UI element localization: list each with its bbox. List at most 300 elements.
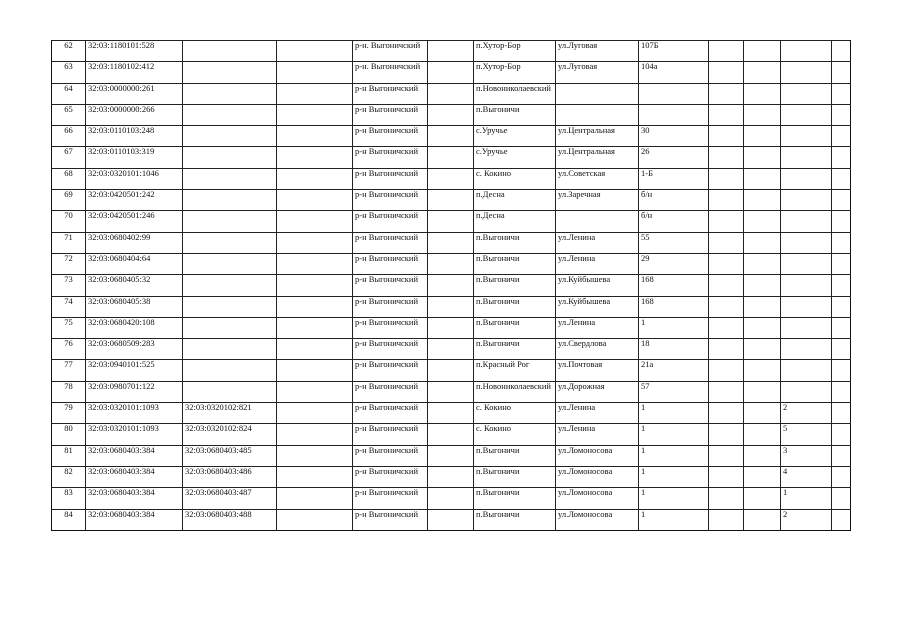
column-10-cell — [709, 296, 744, 317]
house-number-cell: 1 — [639, 509, 709, 530]
column-10-cell — [709, 445, 744, 466]
settlement-cell: п.Новониколаевский — [474, 381, 556, 402]
column-13-cell — [832, 147, 851, 168]
column-6-cell — [428, 190, 474, 211]
house-number-cell: 57 — [639, 381, 709, 402]
column-11-cell — [744, 317, 781, 338]
sub-cadastral-number-cell: 32:03:0320102:824 — [183, 424, 277, 445]
column-6-cell — [428, 296, 474, 317]
column-11-cell — [744, 190, 781, 211]
table-row — [52, 83, 851, 104]
column-10-cell — [709, 403, 744, 424]
house-number-cell: 30 — [639, 126, 709, 147]
table-row — [52, 104, 851, 125]
settlement-cell: п.Выгоничи — [474, 466, 556, 487]
column-11-cell — [744, 232, 781, 253]
house-number-cell: 107Б — [639, 41, 709, 62]
street-cell: ул.Луговая — [556, 41, 639, 62]
column-4-cell — [277, 104, 353, 125]
column-10-cell — [709, 317, 744, 338]
sub-cadastral-number-cell — [183, 62, 277, 83]
unit-number-cell — [781, 62, 832, 83]
street-cell: ул.Центральная — [556, 147, 639, 168]
district-cell: р-н Выгоничский — [353, 381, 428, 402]
row-number-cell: 70 — [52, 211, 86, 232]
settlement-cell: п.Выгоничи — [474, 104, 556, 125]
district-cell: р-н Выгоничский — [353, 360, 428, 381]
column-4-cell — [277, 168, 353, 189]
column-11-cell — [744, 211, 781, 232]
district-cell: р-н Выгоничский — [353, 126, 428, 147]
settlement-cell: с. Кокино — [474, 403, 556, 424]
cadastral-number-cell: 32:03:0680403:384 — [86, 466, 183, 487]
column-6-cell — [428, 168, 474, 189]
column-4-cell — [277, 190, 353, 211]
column-6-cell — [428, 147, 474, 168]
house-number-cell: 1 — [639, 466, 709, 487]
column-13-cell — [832, 126, 851, 147]
sub-cadastral-number-cell: 32:03:0680403:485 — [183, 445, 277, 466]
settlement-cell: п.Выгоничи — [474, 317, 556, 338]
column-10-cell — [709, 190, 744, 211]
settlement-cell: п.Выгоничи — [474, 275, 556, 296]
house-number-cell: 21а — [639, 360, 709, 381]
settlement-cell: п.Выгоничи — [474, 509, 556, 530]
row-number-cell: 72 — [52, 253, 86, 274]
unit-number-cell: 5 — [781, 424, 832, 445]
column-10-cell — [709, 168, 744, 189]
column-4-cell — [277, 296, 353, 317]
column-13-cell — [832, 466, 851, 487]
table-row — [52, 296, 851, 317]
column-6-cell — [428, 403, 474, 424]
row-number-cell: 62 — [52, 41, 86, 62]
settlement-cell: п.Новониколаевский — [474, 83, 556, 104]
house-number-cell: 29 — [639, 253, 709, 274]
unit-number-cell: 1 — [781, 488, 832, 509]
column-4-cell — [277, 403, 353, 424]
column-6-cell — [428, 445, 474, 466]
street-cell — [556, 83, 639, 104]
column-10-cell — [709, 424, 744, 445]
street-cell: ул.Ломоносова — [556, 445, 639, 466]
street-cell: ул.Ленина — [556, 253, 639, 274]
street-cell: ул.Центральная — [556, 126, 639, 147]
column-6-cell — [428, 381, 474, 402]
row-number-cell: 74 — [52, 296, 86, 317]
unit-number-cell — [781, 317, 832, 338]
row-number-cell: 71 — [52, 232, 86, 253]
street-cell: ул.Ломоносова — [556, 488, 639, 509]
settlement-cell: п.Красный Рог — [474, 360, 556, 381]
column-13-cell — [832, 104, 851, 125]
column-6-cell — [428, 466, 474, 487]
cadastral-number-cell: 32:03:0680405:32 — [86, 275, 183, 296]
street-cell — [556, 104, 639, 125]
unit-number-cell — [781, 168, 832, 189]
table-row — [52, 488, 851, 509]
column-4-cell — [277, 232, 353, 253]
column-4-cell — [277, 360, 353, 381]
house-number-cell: б/н — [639, 211, 709, 232]
street-cell: ул.Свердлова — [556, 339, 639, 360]
table-row — [52, 317, 851, 338]
column-6-cell — [428, 104, 474, 125]
house-number-cell: 55 — [639, 232, 709, 253]
column-6-cell — [428, 275, 474, 296]
column-11-cell — [744, 403, 781, 424]
table-row — [52, 147, 851, 168]
column-6-cell — [428, 488, 474, 509]
table-row — [52, 232, 851, 253]
row-number-cell: 64 — [52, 83, 86, 104]
column-13-cell — [832, 275, 851, 296]
column-11-cell — [744, 296, 781, 317]
settlement-cell: с. Кокино — [474, 168, 556, 189]
column-13-cell — [832, 296, 851, 317]
cadastral-number-cell: 32:03:0110103:319 — [86, 147, 183, 168]
column-11-cell — [744, 445, 781, 466]
sub-cadastral-number-cell — [183, 275, 277, 296]
table-row — [52, 403, 851, 424]
table-row — [52, 275, 851, 296]
sub-cadastral-number-cell — [183, 317, 277, 338]
district-cell: р-н Выгоничский — [353, 488, 428, 509]
row-number-cell: 83 — [52, 488, 86, 509]
row-number-cell: 63 — [52, 62, 86, 83]
street-cell: ул.Ломоносова — [556, 509, 639, 530]
cadastral-number-cell: 32:03:0680509:283 — [86, 339, 183, 360]
row-number-cell: 65 — [52, 104, 86, 125]
unit-number-cell — [781, 41, 832, 62]
sub-cadastral-number-cell — [183, 232, 277, 253]
house-number-cell: б/н — [639, 190, 709, 211]
house-number-cell — [639, 104, 709, 125]
table-row — [52, 41, 851, 62]
column-10-cell — [709, 41, 744, 62]
house-number-cell: 1 — [639, 424, 709, 445]
column-13-cell — [832, 339, 851, 360]
table-row — [52, 445, 851, 466]
column-10-cell — [709, 126, 744, 147]
street-cell: ул.Заречная — [556, 190, 639, 211]
settlement-cell: п.Выгоничи — [474, 339, 556, 360]
house-number-cell: 1 — [639, 403, 709, 424]
cadastral-number-cell: 32:03:0980701:122 — [86, 381, 183, 402]
column-13-cell — [832, 62, 851, 83]
settlement-cell: п.Хутор-Бор — [474, 41, 556, 62]
column-13-cell — [832, 190, 851, 211]
cadastral-number-cell: 32:03:0680402:99 — [86, 232, 183, 253]
settlement-cell: с. Кокино — [474, 424, 556, 445]
district-cell: р-н Выгоничский — [353, 253, 428, 274]
column-11-cell — [744, 275, 781, 296]
district-cell: р-н Выгоничский — [353, 104, 428, 125]
house-number-cell: 1 — [639, 488, 709, 509]
unit-number-cell — [781, 147, 832, 168]
column-11-cell — [744, 424, 781, 445]
column-13-cell — [832, 488, 851, 509]
street-cell: ул.Ломоносова — [556, 466, 639, 487]
table-row — [52, 509, 851, 530]
street-cell: ул.Ленина — [556, 424, 639, 445]
column-11-cell — [744, 381, 781, 402]
sub-cadastral-number-cell — [183, 126, 277, 147]
column-4-cell — [277, 317, 353, 338]
settlement-cell: п.Выгоничи — [474, 488, 556, 509]
column-13-cell — [832, 232, 851, 253]
column-13-cell — [832, 403, 851, 424]
row-number-cell: 68 — [52, 168, 86, 189]
unit-number-cell — [781, 381, 832, 402]
table-row — [52, 360, 851, 381]
sub-cadastral-number-cell — [183, 381, 277, 402]
street-cell: ул.Луговая — [556, 62, 639, 83]
house-number-cell: 18 — [639, 339, 709, 360]
column-4-cell — [277, 339, 353, 360]
column-11-cell — [744, 360, 781, 381]
sub-cadastral-number-cell: 32:03:0680403:488 — [183, 509, 277, 530]
table-row — [52, 381, 851, 402]
street-cell: ул.Советская — [556, 168, 639, 189]
sub-cadastral-number-cell — [183, 360, 277, 381]
street-cell: ул.Дорожная — [556, 381, 639, 402]
row-number-cell: 67 — [52, 147, 86, 168]
cadastral-number-cell: 32:03:0320101:1093 — [86, 403, 183, 424]
house-number-cell: 26 — [639, 147, 709, 168]
settlement-cell: п.Выгоничи — [474, 296, 556, 317]
row-number-cell: 75 — [52, 317, 86, 338]
unit-number-cell: 4 — [781, 466, 832, 487]
district-cell: р-н Выгоничский — [353, 275, 428, 296]
street-cell: ул.Ленина — [556, 317, 639, 338]
column-11-cell — [744, 488, 781, 509]
district-cell: р-н Выгоничский — [353, 466, 428, 487]
column-10-cell — [709, 360, 744, 381]
row-number-cell: 78 — [52, 381, 86, 402]
column-4-cell — [277, 488, 353, 509]
column-13-cell — [832, 317, 851, 338]
column-6-cell — [428, 424, 474, 445]
table-row — [52, 211, 851, 232]
column-11-cell — [744, 126, 781, 147]
district-cell: р-н Выгоничский — [353, 424, 428, 445]
table-row — [52, 168, 851, 189]
column-10-cell — [709, 83, 744, 104]
column-11-cell — [744, 466, 781, 487]
district-cell: р-н Выгоничский — [353, 168, 428, 189]
unit-number-cell — [781, 232, 832, 253]
column-6-cell — [428, 41, 474, 62]
sub-cadastral-number-cell — [183, 41, 277, 62]
column-4-cell — [277, 126, 353, 147]
row-number-cell: 81 — [52, 445, 86, 466]
row-number-cell: 84 — [52, 509, 86, 530]
unit-number-cell — [781, 211, 832, 232]
row-number-cell: 69 — [52, 190, 86, 211]
column-13-cell — [832, 41, 851, 62]
house-number-cell: 104а — [639, 62, 709, 83]
registry-sheet — [51, 40, 851, 531]
sub-cadastral-number-cell — [183, 190, 277, 211]
column-10-cell — [709, 509, 744, 530]
district-cell: р-н Выгоничский — [353, 296, 428, 317]
cadastral-number-cell: 32:03:0000000:261 — [86, 83, 183, 104]
column-10-cell — [709, 104, 744, 125]
cadastral-number-cell: 32:03:0680404:64 — [86, 253, 183, 274]
cadastral-number-cell: 32:03:0110103:248 — [86, 126, 183, 147]
district-cell: р-н Выгоничский — [353, 317, 428, 338]
district-cell: р-н Выгоничский — [353, 211, 428, 232]
sub-cadastral-number-cell: 32:03:0320102:821 — [183, 403, 277, 424]
cadastral-number-cell: 32:03:0940101:525 — [86, 360, 183, 381]
column-4-cell — [277, 147, 353, 168]
column-4-cell — [277, 275, 353, 296]
settlement-cell: п.Десна — [474, 190, 556, 211]
street-cell: ул.Ленина — [556, 403, 639, 424]
table-row — [52, 253, 851, 274]
column-4-cell — [277, 445, 353, 466]
registry-table — [51, 40, 851, 531]
district-cell: р-н Выгоничский — [353, 445, 428, 466]
house-number-cell — [639, 83, 709, 104]
settlement-cell: п.Хутор-Бор — [474, 62, 556, 83]
column-6-cell — [428, 253, 474, 274]
column-10-cell — [709, 62, 744, 83]
table-body — [52, 41, 851, 531]
district-cell: р-н Выгоничский — [353, 232, 428, 253]
column-6-cell — [428, 339, 474, 360]
column-13-cell — [832, 360, 851, 381]
column-13-cell — [832, 445, 851, 466]
unit-number-cell: 2 — [781, 509, 832, 530]
column-6-cell — [428, 83, 474, 104]
sub-cadastral-number-cell — [183, 83, 277, 104]
cadastral-number-cell: 32:03:1180102:412 — [86, 62, 183, 83]
cadastral-number-cell: 32:03:0680420:108 — [86, 317, 183, 338]
district-cell: р-н Выгоничский — [353, 190, 428, 211]
sub-cadastral-number-cell — [183, 104, 277, 125]
column-10-cell — [709, 253, 744, 274]
settlement-cell: п.Выгоничи — [474, 445, 556, 466]
row-number-cell: 66 — [52, 126, 86, 147]
sub-cadastral-number-cell — [183, 211, 277, 232]
column-13-cell — [832, 83, 851, 104]
unit-number-cell — [781, 253, 832, 274]
table-row — [52, 190, 851, 211]
unit-number-cell — [781, 296, 832, 317]
row-number-cell: 73 — [52, 275, 86, 296]
table-row — [52, 466, 851, 487]
sub-cadastral-number-cell — [183, 168, 277, 189]
house-number-cell: 1 — [639, 445, 709, 466]
settlement-cell: п.Десна — [474, 211, 556, 232]
district-cell: р-н Выгоничский — [353, 83, 428, 104]
cadastral-number-cell: 32:03:0680403:384 — [86, 488, 183, 509]
column-4-cell — [277, 466, 353, 487]
column-11-cell — [744, 168, 781, 189]
unit-number-cell — [781, 83, 832, 104]
column-6-cell — [428, 62, 474, 83]
district-cell: р-н Выгоничский — [353, 509, 428, 530]
street-cell: ул.Почтовая — [556, 360, 639, 381]
row-number-cell: 82 — [52, 466, 86, 487]
district-cell: р-н. Выгоничский — [353, 62, 428, 83]
column-11-cell — [744, 62, 781, 83]
column-10-cell — [709, 232, 744, 253]
unit-number-cell — [781, 339, 832, 360]
column-4-cell — [277, 62, 353, 83]
sub-cadastral-number-cell: 32:03:0680403:486 — [183, 466, 277, 487]
district-cell: р-н Выгоничский — [353, 339, 428, 360]
unit-number-cell — [781, 190, 832, 211]
cadastral-number-cell: 32:03:0680403:384 — [86, 445, 183, 466]
column-4-cell — [277, 381, 353, 402]
street-cell: ул.Куйбышева — [556, 275, 639, 296]
unit-number-cell: 2 — [781, 403, 832, 424]
settlement-cell: п.Выгоничи — [474, 253, 556, 274]
street-cell: ул.Ленина — [556, 232, 639, 253]
column-6-cell — [428, 509, 474, 530]
column-13-cell — [832, 424, 851, 445]
column-6-cell — [428, 126, 474, 147]
district-cell: р-н. Выгоничский — [353, 41, 428, 62]
sub-cadastral-number-cell — [183, 296, 277, 317]
row-number-cell: 76 — [52, 339, 86, 360]
house-number-cell: 168 — [639, 296, 709, 317]
cadastral-number-cell: 32:03:0680405:38 — [86, 296, 183, 317]
column-13-cell — [832, 509, 851, 530]
column-11-cell — [744, 147, 781, 168]
sub-cadastral-number-cell — [183, 253, 277, 274]
column-10-cell — [709, 147, 744, 168]
settlement-cell: с.Уручье — [474, 126, 556, 147]
column-6-cell — [428, 211, 474, 232]
cadastral-number-cell: 32:03:0420501:242 — [86, 190, 183, 211]
table-row — [52, 126, 851, 147]
table-row — [52, 339, 851, 360]
row-number-cell: 77 — [52, 360, 86, 381]
table-row — [52, 424, 851, 445]
row-number-cell: 80 — [52, 424, 86, 445]
column-4-cell — [277, 41, 353, 62]
table-row — [52, 62, 851, 83]
house-number-cell: 1 — [639, 317, 709, 338]
column-11-cell — [744, 83, 781, 104]
column-10-cell — [709, 488, 744, 509]
column-11-cell — [744, 253, 781, 274]
column-11-cell — [744, 104, 781, 125]
column-11-cell — [744, 509, 781, 530]
unit-number-cell — [781, 275, 832, 296]
column-13-cell — [832, 211, 851, 232]
cadastral-number-cell: 32:03:0320101:1093 — [86, 424, 183, 445]
cadastral-number-cell: 32:03:0680403:384 — [86, 509, 183, 530]
column-10-cell — [709, 381, 744, 402]
column-10-cell — [709, 275, 744, 296]
column-11-cell — [744, 339, 781, 360]
column-6-cell — [428, 232, 474, 253]
column-4-cell — [277, 83, 353, 104]
street-cell — [556, 211, 639, 232]
column-13-cell — [832, 253, 851, 274]
unit-number-cell — [781, 126, 832, 147]
sub-cadastral-number-cell — [183, 147, 277, 168]
column-4-cell — [277, 253, 353, 274]
column-13-cell — [832, 168, 851, 189]
settlement-cell: п.Выгоничи — [474, 232, 556, 253]
column-10-cell — [709, 211, 744, 232]
